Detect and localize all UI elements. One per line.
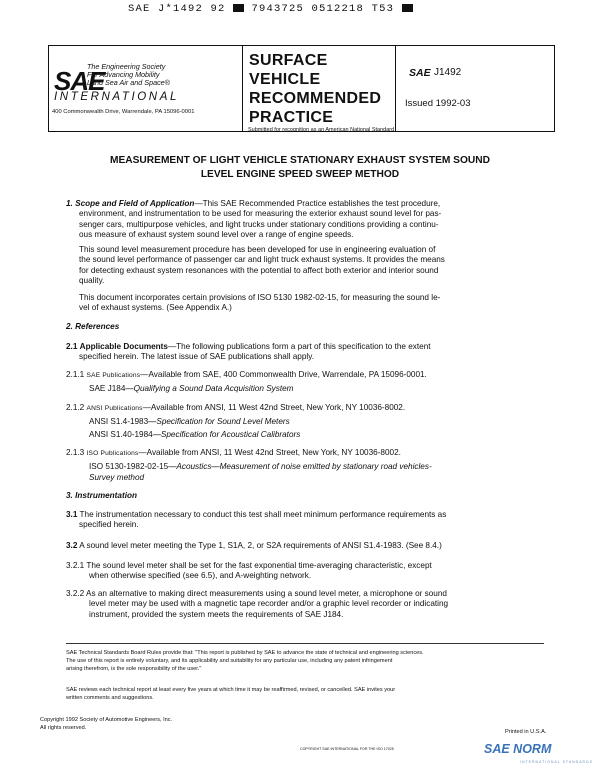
sae-address: 400 Commonwealth Drive, Warrendale, PA 15096-0001 bbox=[52, 109, 195, 115]
sae-logo: SAE bbox=[54, 66, 105, 96]
section-2-1-1: 2.1.1 SAE Publications—Available from SAE, 400 Commonwealth Drive, Warrendale, PA 15096-0001. SAE J184—Qualifying a Sound Data Acquisition System bbox=[66, 370, 427, 394]
footer-review-note: SAE reviews each technical report at least every five years at which time it may be reaffirmed, revised, or cancelled. SAE invites your written comments and suggestions. bbox=[66, 687, 396, 701]
control-code-suffix: 7943725 0512218 T53 bbox=[251, 3, 395, 15]
section-1-heading: 1. Scope and Field of Application bbox=[66, 199, 195, 208]
control-code-prefix: SAE J*1492 92 bbox=[128, 3, 226, 15]
section-1-paragraph-2: This sound level measurement procedure has been developed for use in engineering evaluation of the sound level performance of passenger car and light truck exhaust systems. It provides the means for detecting exhaust system resonances with the potential to affect both exterior and interior sound quality. bbox=[79, 245, 445, 285]
header-divider bbox=[242, 46, 243, 131]
header-divider bbox=[395, 46, 396, 131]
issued-date: Issued 1992-03 bbox=[405, 98, 471, 109]
doc-number-prefix: SAE bbox=[409, 67, 431, 79]
bottom-note: COPYRIGHT SAE INTERNATIONAL FOR THE ISO 17025 bbox=[300, 747, 394, 751]
logo-tagline: The Engineering Society For Advancing Mobility Land Sea Air and Space® bbox=[87, 62, 170, 87]
doc-number: J1492 bbox=[434, 67, 462, 78]
section-2-1: 2.1 Applicable Documents—The following publications form a part of this specification to the extent specified herein. The latest issue of SAE publications shall apply. bbox=[66, 342, 431, 362]
section-2-1-3: 2.1.3 ISO Publications—Available from ANSI, 11 West 42nd Street, New York, NY 10036-8002. ISO 5130-1982-02-15—Acoustics—Measurement of noise emitted by stationary road vehicles- Survey method bbox=[66, 448, 432, 482]
printed-in: Printed in U.S.A. bbox=[505, 729, 547, 735]
footer-policy-note: SAE Technical Standards Board Rules provide that: "This report is published by SAE to advance the state of technical and engineering sciences. The use of this report is entirely voluntary, and its applicability and suitability for any particular use, including any patent infringement arising therefrom, is the sole responsibility of the user." bbox=[66, 650, 424, 672]
section-1-paragraph-3: This document incorporates certain provisions of ISO 5130 1982-02-15, for measuring the sound le- vel of exhaust systems. (See Appendix A.) bbox=[79, 293, 441, 313]
section-2-1-2: 2.1.2 ANSI Publications—Available from ANSI, 11 West 42nd Street, New York, NY 10036-8002. ANSI S1.4-1983—Specification for Sound Level Meters ANSI S1.40-1984—Specification for Acoustical Calibrators bbox=[66, 403, 406, 439]
section-3-1: 3.1 The instrumentation necessary to conduct this test shall meet minimum performance requirements as specified herein. bbox=[66, 510, 447, 530]
section-1-paragraph-1: 1. Scope and Field of Application—This SAE Recommended Practice establishes the test procedure, environment, and instrumentation to be used for measuring the exterior exhaust sound level for pas- senger cars, multipurpose vehicles, and light trucks under stationary conditions providing a continu- ous measure of exhaust system sound level over a range of engine speeds. bbox=[66, 199, 442, 239]
ansi-submission-note: Submitted for recognition as an American National Standard bbox=[248, 127, 395, 133]
watermark-subtitle: INTERNATIONAL STANDARDS bbox=[520, 760, 593, 764]
barcode-block-icon bbox=[233, 4, 244, 12]
section-3-heading: 3. Instrumentation bbox=[66, 491, 137, 500]
barcode-block-icon bbox=[402, 4, 413, 12]
footer-divider bbox=[66, 643, 544, 644]
section-2-heading: 2. References bbox=[66, 322, 120, 331]
copyright: Copyright 1992 Society of Automotive Engineers, Inc. All rights reserved. bbox=[40, 717, 173, 731]
document-control-code bbox=[128, 3, 413, 15]
sae-norm-watermark: SAE NORM bbox=[484, 742, 552, 756]
section-3-2-1: 3.2.1 The sound level meter shall be set for the fast exponential time-averaging characteristic, except when otherwise specified (see 6.5), and A-weighting network. bbox=[66, 561, 432, 581]
document-title: MEASUREMENT OF LIGHT VEHICLE STATIONARY EXHAUST SYSTEM SOUND LEVEL ENGINE SPEED SWEEP METHOD bbox=[110, 155, 490, 180]
logo-international: INTERNATIONAL bbox=[54, 91, 179, 103]
section-3-2: 3.2 A sound level meter meeting the Type 1, S1A, 2, or S2A requirements of ANSI S1.4-1983. (See 8.4.) bbox=[66, 541, 442, 550]
document-type-title: SURFACE VEHICLE RECOMMENDED PRACTICE bbox=[249, 52, 382, 126]
section-3-2-2: 3.2.2 As an alternative to making direct measurements using a sound level meter, a microphone or sound level meter may be used with a magnetic tape recorder and/or a graphic level recorder or indicating instrument, provided the system meets the requirements of SAE J184. bbox=[66, 589, 449, 619]
